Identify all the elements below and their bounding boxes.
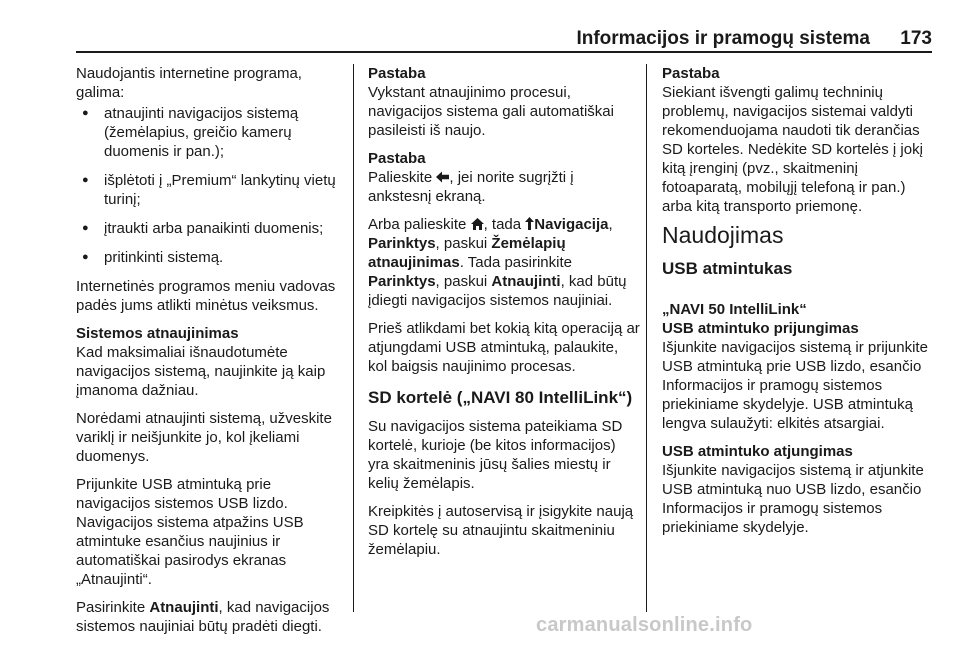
update-paragraph-4: Pasirinkite Atnaujinti, kad navigacijos sistemos naujiniai būtų pradėti diegti.: [76, 599, 330, 635]
column-divider: [353, 64, 354, 612]
page-number: 173: [900, 28, 932, 49]
before-operation-text: Prieš atlikdami bet kokią kitą operaciją ar atjungdami USB atmintuką, palaukite, kol baigsis naujinimo procesas.: [368, 320, 640, 375]
update-paragraph-3: Prijunkite USB atmintuką prie navigacijos sistemos USB lizdo. Navigacijos sistema atpažins USB atmintuke esančius naujinius ir automatiškai pasirodys ekranas „Atnaujinti“.: [76, 476, 304, 588]
list-item: ● atnaujinti navigacijos sistemą (žemėlapius, greičio kamerų duomenis ir pan.);: [76, 104, 346, 161]
back-arrow-icon: [436, 169, 449, 186]
column-2: [368, 64, 640, 568]
feature-list: [76, 104, 346, 267]
usb-heading: USB atmintukas: [662, 259, 793, 278]
note-text: Siekiant išvengti galimų techninių problemų, navigacijos sistemai valdyti rekomenduojama naudoti tik derančias SD korteles. Nedėkite SD kortelės į jokį kitą įrenginį (pvz., skaitmeninį fotoaparatą, mobilųjį telefoną ir pan.) arba kitą transporto priemonę.: [662, 84, 923, 215]
column-3: [662, 64, 934, 546]
list-item: ● pritinkinti sistemą.: [76, 248, 346, 267]
system-update-heading: Sistemos atnaujinimas: [76, 325, 239, 342]
usb-disconnect-heading: USB atmintuko atjungimas: [662, 443, 853, 460]
back-note-text: Palieskite , jei norite sugrįžti į ankstesnį ekraną.: [368, 169, 574, 205]
page-header: [76, 22, 932, 52]
home-icon: [471, 216, 484, 233]
list-item: ● išplėtoti į „Premium“ lankytinų vietų turinį;: [76, 171, 346, 209]
sd-card-paragraph-1: Su navigacijos sistema pateikiama SD kortelė, kurioje (be kitos informacijos) yra skaitmeninis jūsų šalies miestų ir kelių žemėlapis.: [368, 418, 623, 492]
note-text: Vykstant atnaujinimo procesui, navigacijos sistema gali automatiškai pasileisti iš naujo.: [368, 84, 614, 139]
usb-connect-heading: USB atmintuko prijungimas: [662, 320, 859, 337]
menu-guide-text: Internetinės programos meniu vadovas padės jums atlikti minėtus veiksmus.: [76, 278, 336, 314]
usb-connect-text: Išjunkite navigacijos sistemą ir prijunkite USB atmintuką prie USB lizdo, esančio Informacijos ir pramogų sistemos priekiniame skydelyje. USB atmintuką lengva sulaužyti: elkitės atsargiai.: [662, 339, 928, 432]
note-title: Pastaba: [368, 65, 426, 82]
column-divider: [646, 64, 647, 612]
intro-text: Naudojantis internetine programa, galima:: [76, 65, 302, 101]
usb-disconnect-text: Išjunkite navigacijos sistemą ir atjunkite USB atmintuką nuo USB lizdo, esančio Informacijos ir pramogų sistemos priekiniame skydelyje.: [662, 462, 924, 536]
page-title: Informacijos ir pramogų sistema: [576, 28, 870, 49]
note-title: Pastaba: [662, 65, 720, 82]
update-paragraph-2: Norėdami atnaujinti sistemą, užveskite variklį ir neišjunkite jo, kol įkeliami duomenys.: [76, 410, 332, 465]
column-1: [76, 64, 346, 645]
sd-card-paragraph-2: Kreipkitės į autoservisą ir įsigykite naują SD kortelę su atnaujintu skaitmeniniu žemėlapiu.: [368, 503, 634, 558]
sd-card-heading: SD kortelė („NAVI 80 IntelliLink“): [368, 388, 633, 407]
note-title: Pastaba: [368, 150, 426, 167]
header-rule: [76, 51, 932, 53]
watermark: carmanualsonline.info: [536, 614, 753, 636]
navigation-arrow-icon: [525, 216, 534, 233]
update-paragraph-1: Kad maksimaliai išnaudotumėte navigacijos sistemą, naujinkite ją kaip įmanoma dažniau.: [76, 344, 326, 399]
navigation-instructions: Arba palieskite , tada Navigacija, Parinktys, paskui Žemėlapių atnaujinimas. Tada pasirinkite Parinktys, paskui Atnaujinti, kad būtų įdiegti navigacijos sistemos naujiniai.: [368, 216, 627, 309]
usage-heading: Naudojimas: [662, 222, 784, 248]
update-keyword: Atnaujinti: [149, 599, 219, 616]
navi50-label: „NAVI 50 IntelliLink“: [662, 301, 807, 318]
list-item: ● įtraukti arba panaikinti duomenis;: [76, 219, 346, 238]
